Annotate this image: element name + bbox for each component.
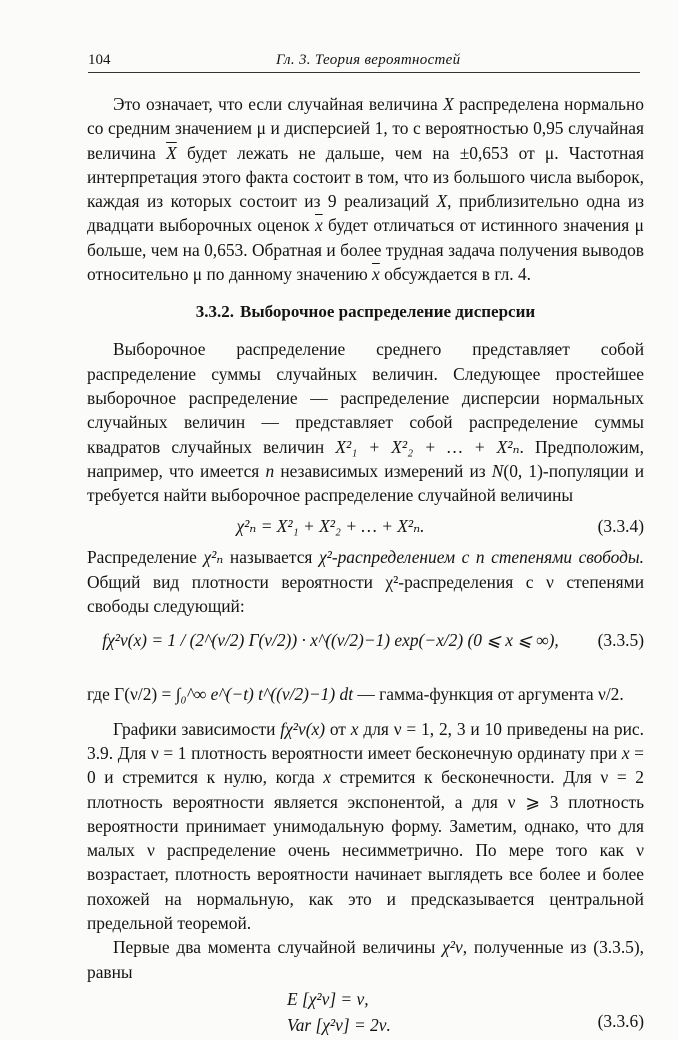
text: независимых измерений из bbox=[274, 460, 492, 481]
equation-3-3-5 bbox=[87, 618, 644, 680]
symbol-x-bar: $\overline{x}$ bbox=[314, 215, 323, 236]
equation-3-3-6 bbox=[87, 984, 644, 1040]
symbol-X: X bbox=[443, 94, 454, 114]
symbol-x-bar: $\overline{x}$ bbox=[372, 264, 380, 285]
symbol-X-bar: $\overline{X}$ bbox=[166, 142, 177, 163]
text: где Γ(ν/2) = bbox=[87, 684, 176, 705]
sum-of-squares: X²₁ + X²₂ + … + X²ₙ bbox=[335, 436, 520, 457]
text: от bbox=[325, 718, 351, 739]
equation-expression: χ²ₙ = X²₁ + X²₂ + … + X²ₙ. bbox=[236, 516, 425, 537]
equation-mean: E [χ²ν] = ν, bbox=[287, 988, 369, 1009]
text: (0, 1)-популяции и требуется найти выборочное распределение случайной величины bbox=[87, 460, 645, 506]
page-header bbox=[88, 50, 640, 73]
gamma-definition bbox=[87, 682, 644, 706]
equation-number: (3.3.6) bbox=[597, 1010, 644, 1031]
symbol-N: N bbox=[491, 460, 504, 481]
page-body bbox=[87, 92, 644, 1040]
text: для ν = 1, 2, 3 и 10 приведены на рис. 3.9. Для ν = 1 плотность вероятности имеет бесконечную ординату при bbox=[87, 718, 645, 763]
paragraph-3 bbox=[87, 545, 644, 618]
term-chi2-distribution: χ²-распределением с n степенями свободы. bbox=[318, 547, 644, 568]
equation-3-3-4 bbox=[87, 507, 644, 545]
text: Выборочное распределение среднего представляет собой распределение суммы случайных величин. Следующее простейшее выборочное распределение — распределение дисперсии нормальных случайных величин — представляет собой распределение суммы квадратов случайных величин bbox=[87, 339, 644, 457]
section-title: Выборочное распределение дисперсии bbox=[240, 302, 536, 322]
equation-expression: fχ²ν(x) = 1 / (2^(ν/2) Γ(ν/2)) · x^((ν/2)−1) exp(−x/2) (0 ⩽ x ⩽ ∞), bbox=[102, 630, 559, 651]
page-number: 104 bbox=[88, 52, 111, 68]
paragraph-5 bbox=[87, 935, 644, 984]
text: — гамма-функция от аргумента ν/2. bbox=[353, 684, 624, 705]
section-heading bbox=[87, 300, 644, 324]
running-title: Гл. 3. Теория вероятностей bbox=[276, 52, 461, 68]
symbol-x: x bbox=[350, 718, 359, 739]
text: . Предположим, например, что имеется bbox=[87, 436, 644, 481]
text: Общий вид плотности вероятности χ²-распределения с ν степенями свободы следующий: bbox=[87, 571, 644, 617]
symbol-f-chi: fχ²ν(x) bbox=[280, 718, 325, 739]
paragraph-4 bbox=[87, 717, 644, 936]
text: стремится к бесконечности. Для ν = 2 плотность вероятности является экспонентой, а для ν ⩾ 3 плотность вероятности принимает унимодальную форму. Заметим, однако, что для малых ν распределение очень несимметрично. По мере того как ν возрастает, плотность вероятности начинает выглядеть все более и более похожей на нормальную, как это и предсказывается центральной предельной теоремой. bbox=[87, 767, 644, 934]
equation-lines bbox=[287, 986, 391, 1038]
gamma-integral: ∫₀^∞ e^(−t) t^((ν/2)−1) dt bbox=[175, 684, 354, 705]
symbol-n: n bbox=[265, 460, 275, 481]
symbol-chi2n: χ²ₙ bbox=[203, 547, 224, 568]
text: Первые два момента случайной величины bbox=[113, 937, 443, 958]
equation-number: (3.3.5) bbox=[597, 630, 644, 651]
text: распределена нормально со средним значением μ и дисперсией 1, то с вероятностью 0,95 случайная величина bbox=[87, 94, 644, 163]
text: будет лежать не дальше, чем на ±0,653 от μ. Частотная интерпретация этого факта состоит в том, что из большого числа выборок, каждая из которых состоит из 9 реализаций bbox=[87, 142, 644, 212]
text: , полученные из (3.3.5), равны bbox=[87, 937, 644, 982]
section-number: 3.3.2. bbox=[195, 302, 235, 322]
symbol-chi2nu: χ²ν bbox=[442, 937, 463, 958]
text: называется bbox=[223, 547, 319, 568]
paragraph-2 bbox=[87, 337, 644, 507]
symbol-x: x bbox=[621, 742, 630, 763]
text: , приблизительно одна из двадцати выборочных оценок bbox=[87, 191, 644, 236]
text: = 0 и стремится к нулю, когда bbox=[87, 742, 644, 788]
text: Это означает, что если случайная величина bbox=[113, 94, 444, 114]
symbol-X: X bbox=[436, 191, 448, 212]
equation-variance: Var [χ²ν] = 2ν. bbox=[287, 1014, 391, 1035]
paragraph-1 bbox=[87, 92, 644, 286]
symbol-x: x bbox=[323, 767, 332, 788]
text: Распределение bbox=[87, 547, 204, 568]
text: будет отличаться от истинного значения μ больше, чем на 0,653. Обратная и более трудная задача получения выводов относительно μ по данному значению bbox=[87, 215, 644, 285]
equation-number: (3.3.4) bbox=[597, 516, 644, 537]
text: обсуждается в гл. 4. bbox=[379, 264, 532, 285]
text: Графики зависимости bbox=[113, 718, 281, 739]
